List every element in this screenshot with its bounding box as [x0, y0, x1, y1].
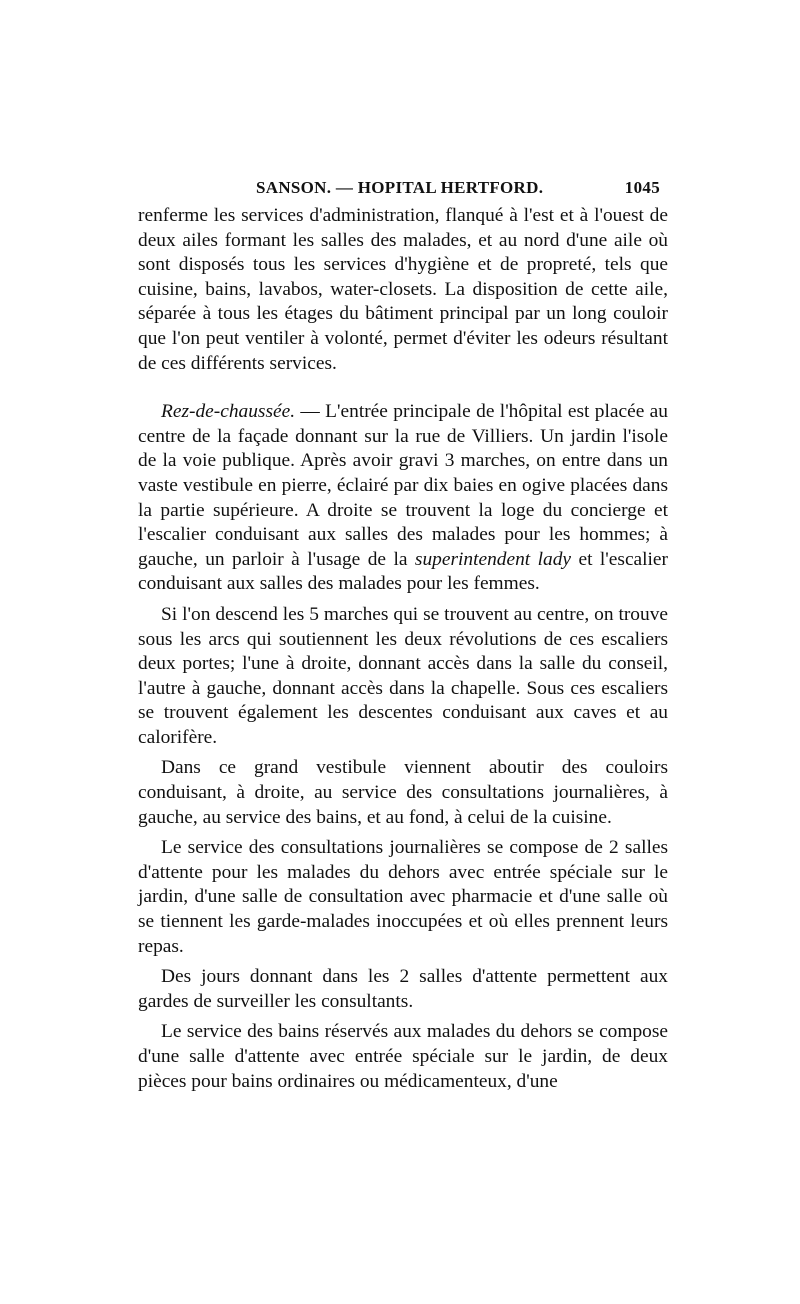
- italic-term: superintendent lady: [414, 548, 572, 570]
- paragraph-vestibule: Dans ce grand vestibule viennent aboutir des couloirs conduisant, à droite, au service des consultations journalières, à gauche, au service des bains, et au fond, à celui de la cuisine.: [138, 757, 668, 828]
- running-head: [138, 174, 668, 204]
- page-number: 1045: [624, 178, 660, 197]
- paragraph-stairs: Si l'on descend les 5 marches qui se trouvent au centre, on trouve sous les arcs qui soutiennent les deux révolutions de ces escaliers deux portes; l'une à droite, donnant accès dans la salle du conseil, l'autre à gauche, donnant accès dans la chapelle. Sous ces escaliers se trouvent également les descentes conduisant aux caves et au calorifère.: [138, 603, 668, 748]
- paragraph-rez-de-chaussee: [138, 400, 668, 597]
- paragraph-waiting-rooms: Des jours donnant dans les 2 salles d'attente permettent aux gardes de surveiller les consultants.: [138, 966, 668, 1012]
- paragraph-continued: renferme les services d'administration, flanqué à l'est et à l'ouest de deux ailes formant les salles des malades, et au nord d'une aile où sont disposés tous les services d'hygiène et de propreté, tels que cuisine, bains, lavabos, water-closets. La disposition de cette aile, séparée à tous les étages du bâtiment principal par un long couloir que l'on peut ventiler à volonté, permet d'éviter les odeurs résultant de ces différents services.: [138, 205, 668, 374]
- paragraph-baths: Le service des bains réservés aux malades du dehors se compose d'une salle d'attente avec entrée spéciale sur le jardin, de deux pièces pour bains ordinaires ou médicamenteux, d'une: [138, 1021, 668, 1092]
- paragraph-consultations: Le service des consultations journalières se compose de 2 salles d'attente pour les malades du dehors avec entrée spéciale sur le jardin, d'une salle de consultation avec pharmacie et d'une salle où se tiennent les garde-malades inoccupées et où elles prennent leurs repas.: [138, 837, 668, 957]
- section-heading-rez-de-chaussee: Rez-de-chaussée.: [161, 401, 296, 423]
- running-title: SANSON. — HOPITAL HERTFORD.: [256, 178, 544, 197]
- paragraph-text: — L'entrée principale de l'hôpital est placée au centre de la façade donnant sur la rue de Villiers. Un jardin l'isole de la voie publique. Après avoir gravi 3 marches, on entre dans un vaste vestibule en pierre, éclairé par dix baies en ogive placées dans la partie supérieure. A droite se trouvent la loge du concierge et l'escalier conduisant aux salles des malades pour les hommes; à gauche, un parloir à l'usage de la: [138, 401, 668, 570]
- body-text: [138, 204, 668, 1094]
- book-page: [138, 174, 668, 1094]
- paragraph-text: et l'escalier conduisant aux salles des malades pour les femmes.: [138, 548, 668, 595]
